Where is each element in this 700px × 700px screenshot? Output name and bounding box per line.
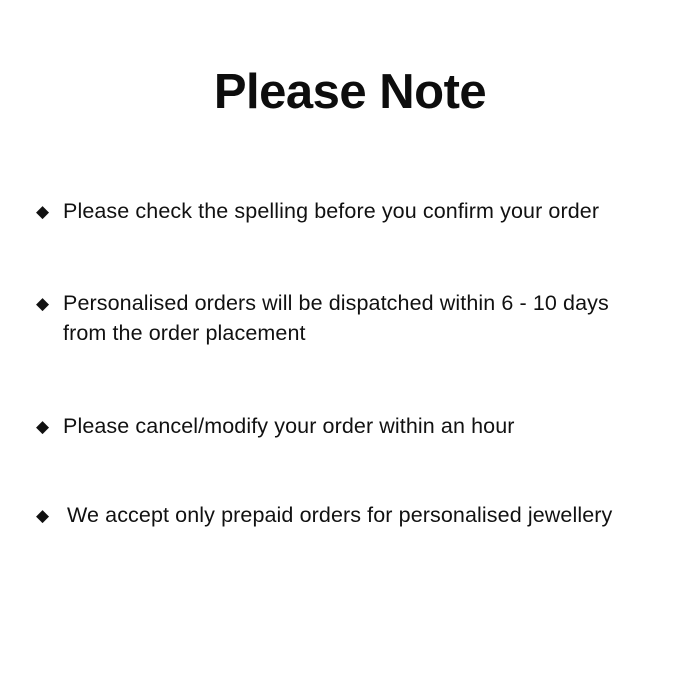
- list-item: [36, 411, 664, 442]
- list-item-line-2: from the order placement: [63, 321, 306, 345]
- list-item: [36, 500, 664, 531]
- list-item: [36, 196, 664, 227]
- diamond-bullet-icon: ◆: [36, 506, 50, 525]
- list-item-text: [63, 411, 664, 441]
- page-title: Please Note: [213, 65, 487, 119]
- list-item-text: [63, 288, 664, 348]
- diamond-bullet-icon: ◆: [36, 202, 50, 221]
- notes-list: [36, 196, 664, 531]
- list-item-text: [63, 500, 664, 530]
- diamond-bullet-icon: ◆: [36, 417, 50, 436]
- list-item: [36, 288, 664, 348]
- list-item-line-1: We accept only prepaid orders for personalised jewellery: [67, 503, 613, 527]
- diamond-bullet-icon: ◆: [36, 294, 50, 313]
- list-item-text: [63, 196, 664, 226]
- list-item-line-1: Please cancel/modify your order within an hour: [63, 414, 515, 438]
- list-item-line-1: Personalised orders will be dispatched within 6 - 10 days: [63, 291, 609, 315]
- list-item-line-1: Please check the spelling before you confirm your order: [63, 199, 600, 223]
